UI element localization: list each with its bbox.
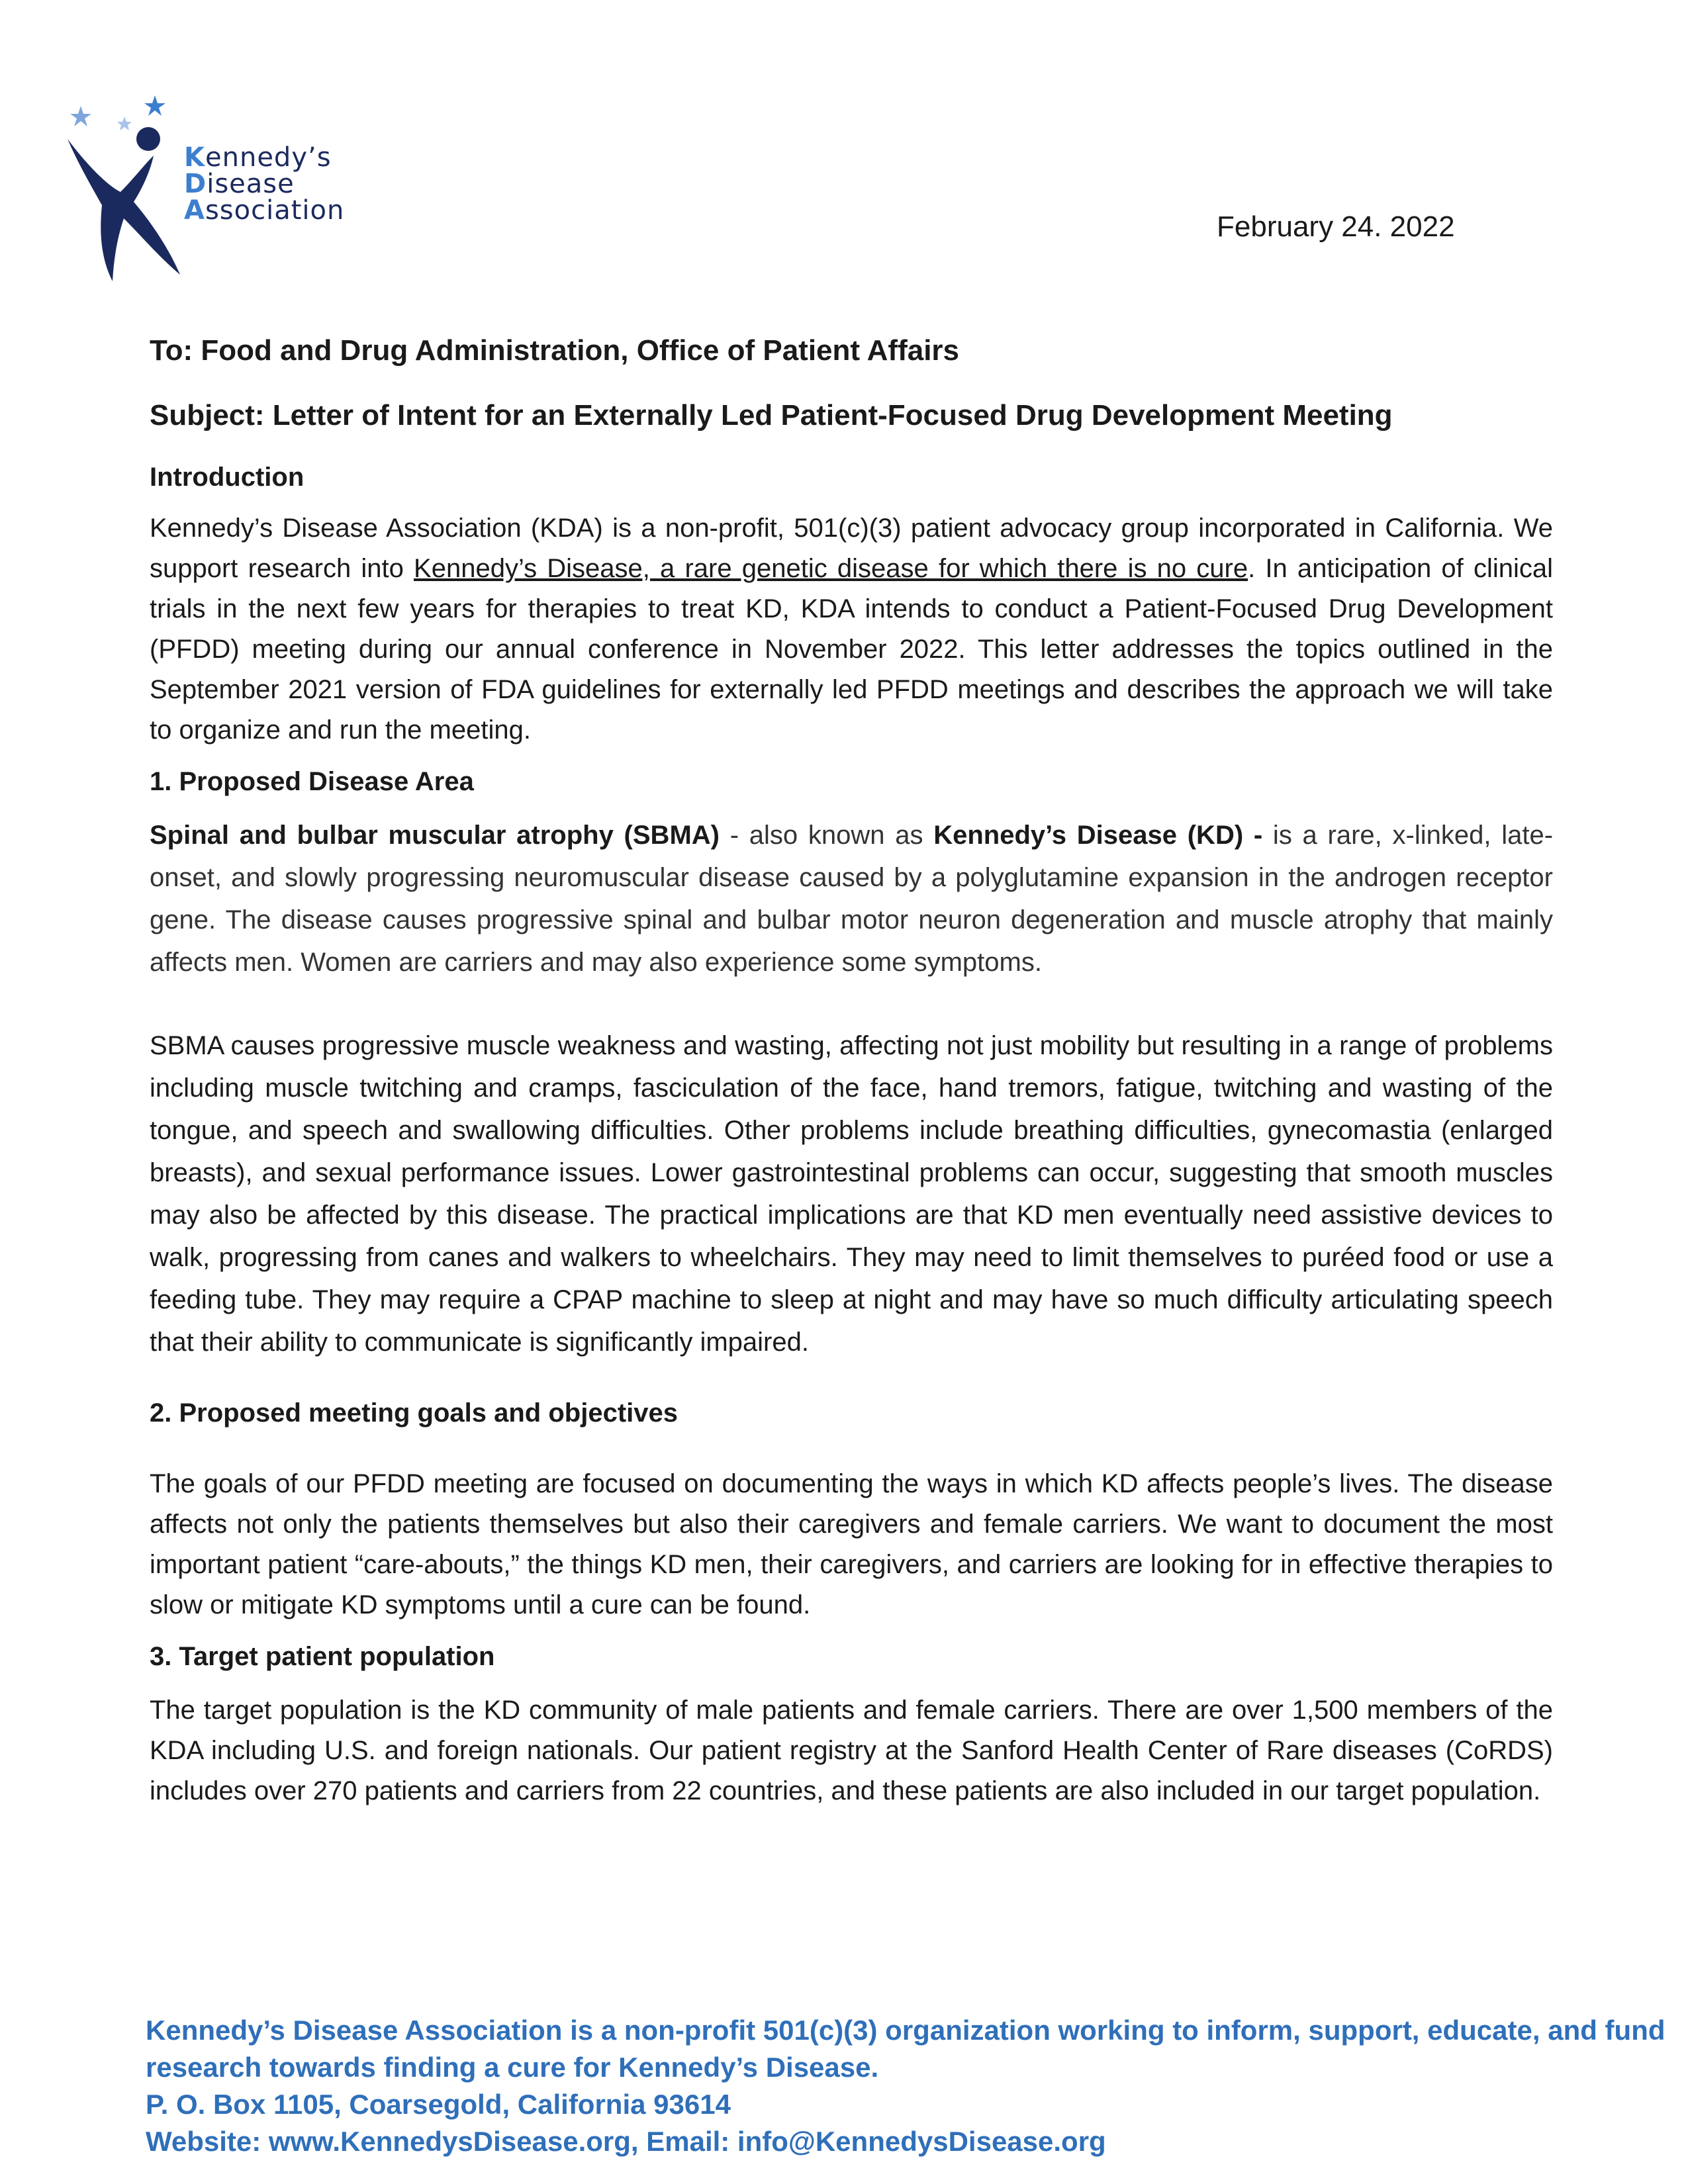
section1-paragraph2: SBMA causes progressive muscle weakness and wasting, affecting not just mobility but resulting in a range of problems including muscle twitching and cramps, fasciculation of the face, hand tremors, fatigue, twitching and wasting of the tongue, and speech and swallowing difficulties. Other problems include breathing difficulties, gynecomastia (enlarged breasts), and sexual performance issues. Lower gastrointestinal problems can occur, suggesting that smooth muscles may also be affected by this disease. The practical implications are that KD men eventually need assistive devices to walk, progressing from canes and walkers to wheelchairs. They may need to limit themselves to puréed food or use a feeding tube. They may require a CPAP machine to sleep at night and may have so much difficulty articulating speech that their ability to communicate is significantly impaired. (150, 1031, 1553, 1357)
footer-address: P. O. Box 1105, Coarsegold, California 93614 (146, 2089, 731, 2120)
letter-body (150, 324, 1553, 1811)
intro-heading: Introduction (150, 463, 305, 492)
section3-heading: 3. Target patient population (150, 1642, 495, 1671)
logo-wordmark: Kennedy’s Disease Association (184, 142, 345, 226)
section1-heading: 1. Proposed Disease Area (150, 767, 474, 796)
organization-footer (146, 2012, 1665, 2160)
kda-logo (61, 93, 372, 285)
star-icon (70, 106, 91, 126)
subject-line: Subject: Letter of Intent for an Externally Led Patient-Focused Drug Development Meeting (150, 399, 1393, 432)
recipient-line: To: Food and Drug Administration, Office of Patient Affairs (150, 334, 960, 367)
section2-paragraph: The goals of our PFDD meeting are focused on documenting the ways in which KD affects people’s lives. The disease affects not only the patients themselves but also their caregivers and female carriers. We want to document the most important patient “care-abouts,” the things KD men, their caregivers, and carriers are looking for in effective therapies to slow or mitigate KD symptoms until a cure can be found. (150, 1469, 1553, 1619)
section1-paragraph1: Spinal and bulbar muscular atrophy (SBMA) - also known as Kennedy’s Disease (KD) - is a rare, x-linked, late-onset, and slowly progressing neuromuscular disease caused by a polyglutamine expansion in the androgen receptor gene. The disease causes progressive spinal and bulbar motor neuron degeneration and muscle atrophy that mainly affects men. Women are carriers and may also experience some symptoms. (150, 821, 1554, 977)
kda-figure-icon (61, 93, 193, 285)
footer-mission-cont: research towards finding a cure for Kennedy’s Disease. (146, 2052, 879, 2083)
section2-heading: 2. Proposed meeting goals and objectives (150, 1398, 678, 1428)
star-icon (144, 95, 165, 116)
footer-mission: Kennedy’s Disease Association is a non-profit 501(c)(3) organization working to inform, support, educate, and fund (146, 2015, 1665, 2046)
letter-date: February 24. 2022 (1217, 210, 1455, 243)
star-icon (117, 116, 132, 130)
footer-contact: Website: www.KennedysDisease.org, Email: info@KennedysDisease.org (146, 2126, 1106, 2157)
section3-paragraph: The target population is the KD community of male patients and female carriers. There are over 1,500 members of the KDA including U.S. and foreign nationals. Our patient registry at the Sanford Health Center of Rare diseases (CoRDS) includes over 270 patients and carriers from 22 countries, and these patients are also included in our target population. (150, 1696, 1553, 1805)
intro-paragraph: Kennedy’s Disease Association (KDA) is a non-profit, 501(c)(3) patient advocacy group incorporated in California. We support research into Kennedy’s Disease, a rare genetic disease for which there is no cure. In anticipation of clinical trials in the next few years for therapies to treat KD, KDA intends to conduct a Patient-Focused Drug Development (PFDD) meeting during our annual conference in November 2022. This letter addresses the topics outlined in the September 2021 version of FDA guidelines for externally led PFDD meetings and describes the approach we will take to organize and run the meeting. (150, 514, 1553, 745)
